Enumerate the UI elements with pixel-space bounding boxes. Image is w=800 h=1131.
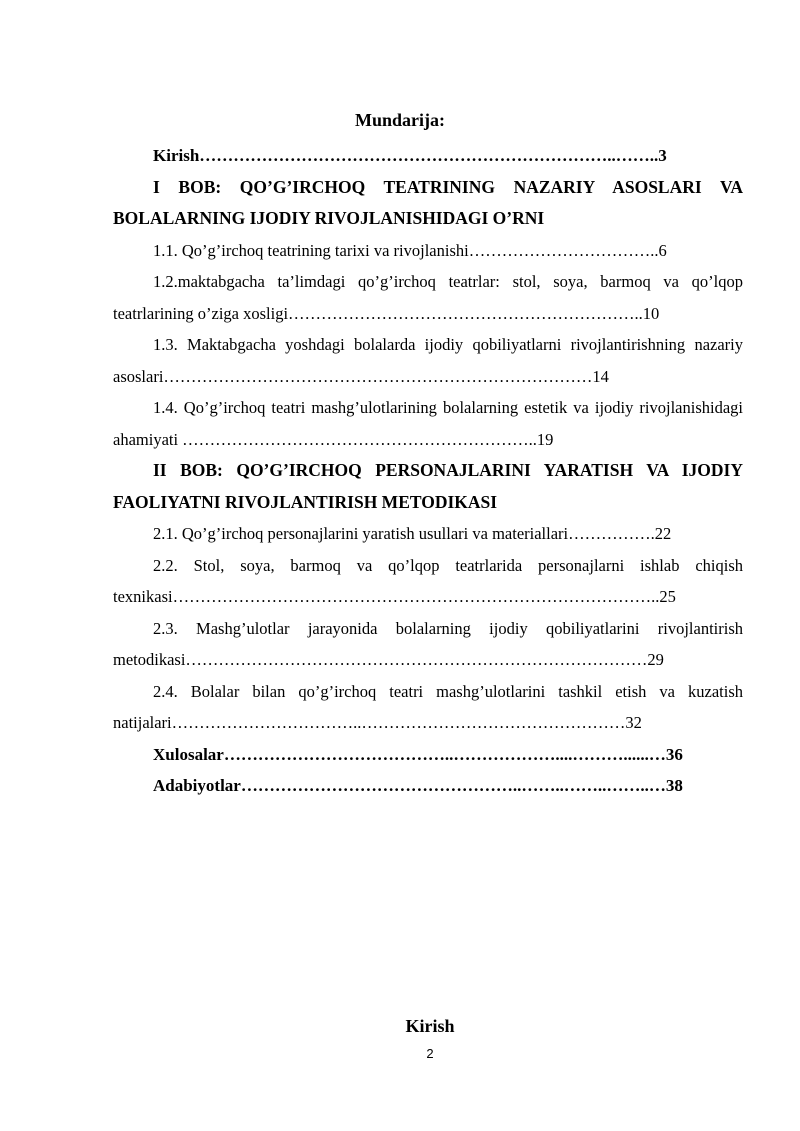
toc-entry-1-2[interactable]: 1.2.maktabgacha ta’limdagi qo’g’irchoq teatrlar: stol, soya, barmoq va qo’lqop teatrlarining o’ziga xosligi………………………………………………………..10 [113, 272, 743, 323]
toc-entry-introduction[interactable]: Kirish………………………………………………………………..……..3 [153, 146, 667, 165]
toc-entry-conclusions[interactable]: Xulosalar…………………………………..………………....………......…36 [153, 744, 683, 764]
toc-entry-bibliography[interactable]: Adabiyotlar…………………………………………..……..……..……..…38 [153, 776, 683, 795]
toc-entry-1-4[interactable]: 1.4. Qo’g’irchoq teatri mashg’ulotlarining bolalarning estetik va ijodiy rivojlanishidagi ahamiyati ………………………………………………………..19 [113, 398, 743, 449]
page-number: 2 [426, 1046, 434, 1061]
toc-chapter-2[interactable]: II BOB: QO’G’IRCHOQ PERSONAJLARINI YARATISH VA IJODIY FAOLIYATNI RIVOJLANTIRISH METODIKASI [113, 460, 743, 512]
toc-entry-2-1[interactable]: 2.1. Qo’g’irchoq personajlarini yaratish usullari va materiallari…………….22 [153, 524, 672, 543]
toc-chapter-1[interactable]: I BOB: QO’G’IRCHOQ TEATRINING NAZARIY ASOSLARI VA BOLALARNING IJODIY RIVOJLANISHIDAGI O’RNI [113, 176, 743, 228]
table-of-contents [113, 140, 743, 802]
toc-entry-2-2[interactable]: 2.2. Stol, soya, barmoq va qo’lqop teatrlarida personajlarni ishlab chiqish texnikasi……………………………………………………………………………..25 [113, 555, 743, 606]
page-title: Mundarija: [355, 110, 445, 130]
toc-entry-1-3[interactable]: 1.3. Maktabgacha yoshdagi bolalarda ijodiy qobiliyatlarni rivojlantirishning nazariy asoslari……………………………………………………………………14 [113, 335, 743, 386]
toc-entry-2-4[interactable]: 2.4. Bolalar bilan qo’g’irchoq teatri mashg’ulotlarini tashkil etish va kuzatish natijalari……………………………..…………………………………………32 [113, 681, 743, 732]
toc-entry-2-3[interactable]: 2.3. Mashg’ulotlar jarayonida bolalarning ijodiy qobiliyatlarini rivojlantirish metodikasi…………………………………………………………………………29 [113, 618, 743, 669]
toc-entry-1-1[interactable]: 1.1. Qo’g’irchoq teatrining tarixi va rivojlanishi……………………………..6 [153, 240, 667, 260]
next-section-heading: Kirish [405, 1016, 455, 1036]
